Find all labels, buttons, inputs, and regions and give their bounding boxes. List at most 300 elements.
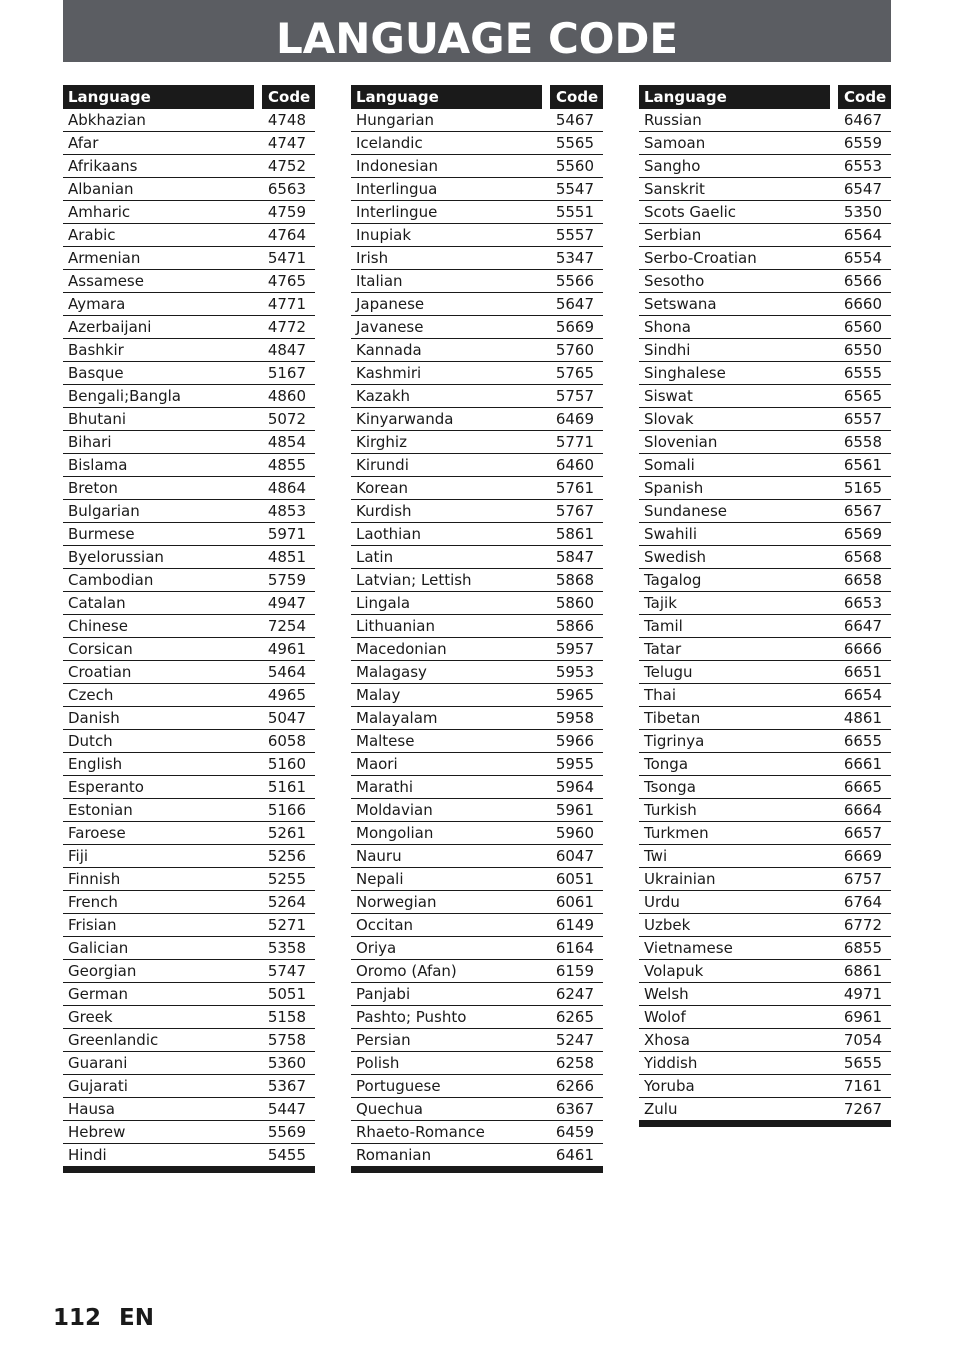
language-code: 6651: [843, 663, 882, 681]
language-code: 5761: [555, 479, 594, 497]
language-name: Turkmen: [644, 824, 709, 842]
language-name: Kirundi: [356, 456, 409, 474]
table-row: [639, 109, 891, 132]
language-code: 6061: [555, 893, 594, 911]
language-name: Wolof: [644, 1008, 686, 1026]
language-code: 6664: [843, 801, 882, 819]
language-name: Latvian; Lettish: [356, 571, 472, 589]
language-code: 7254: [267, 617, 306, 635]
table-row: [63, 500, 315, 523]
table-row: [63, 362, 315, 385]
table-row: [639, 799, 891, 822]
table-row: [639, 937, 891, 960]
language-name: Pashto; Pushto: [356, 1008, 467, 1026]
language-name: Panjabi: [356, 985, 411, 1003]
language-name: Russian: [644, 111, 702, 129]
language-code: 4861: [843, 709, 882, 727]
language-name: Dutch: [68, 732, 113, 750]
language-name: Scots Gaelic: [644, 203, 737, 221]
table-row: [639, 224, 891, 247]
language-name: Latin: [356, 548, 394, 566]
table-row: [351, 569, 603, 592]
language-code: 5953: [555, 663, 594, 681]
language-code: 7267: [843, 1100, 882, 1118]
table-row: [351, 1006, 603, 1029]
language-name: Kannada: [356, 341, 422, 359]
language-code: 5971: [267, 525, 306, 543]
table-body: [351, 109, 603, 1167]
table-row: [63, 845, 315, 868]
language-code: 6563: [267, 180, 306, 198]
table-body: [639, 109, 891, 1121]
table-row: [639, 707, 891, 730]
language-name: Sindhi: [644, 341, 691, 359]
table-row: [351, 730, 603, 753]
language-code: 6647: [843, 617, 882, 635]
language-name: Japanese: [356, 295, 425, 313]
language-name: Interlingue: [356, 203, 438, 221]
language-code: 6467: [843, 111, 882, 129]
language-code: 6560: [843, 318, 882, 336]
language-code: 6567: [843, 502, 882, 520]
language-name: Korean: [356, 479, 409, 497]
table-row: [351, 546, 603, 569]
table-row: [351, 316, 603, 339]
language-code: 6657: [843, 824, 882, 842]
table-row: [639, 845, 891, 868]
table-row: [639, 960, 891, 983]
language-name: Corsican: [68, 640, 133, 658]
table-row: [639, 914, 891, 937]
language-code: 5758: [267, 1031, 306, 1049]
table-row: [351, 270, 603, 293]
table-row: [351, 638, 603, 661]
table-row: [639, 523, 891, 546]
language-code: 5765: [555, 364, 594, 382]
language-code: 5767: [555, 502, 594, 520]
title-banner: [63, 0, 891, 62]
language-name: Arabic: [68, 226, 116, 244]
language-code: 4748: [267, 111, 306, 129]
language-name: Slovenian: [644, 433, 718, 451]
code-header: Code: [550, 85, 603, 109]
table-row: [639, 155, 891, 178]
language-code: 6661: [843, 755, 882, 773]
language-code: 6564: [843, 226, 882, 244]
table-row: [639, 247, 891, 270]
table-row: [639, 684, 891, 707]
table-header: [351, 85, 603, 109]
table-row: [63, 753, 315, 776]
table-row: [351, 983, 603, 1006]
page-number: 112: [53, 1305, 102, 1331]
language-code: 5957: [555, 640, 594, 658]
language-code: 5847: [555, 548, 594, 566]
language-code: 5955: [555, 755, 594, 773]
language-name: Bislama: [68, 456, 128, 474]
language-name: Kashmiri: [356, 364, 422, 382]
language-code: 6266: [555, 1077, 594, 1095]
table-row: [351, 845, 603, 868]
language-code: 5647: [555, 295, 594, 313]
language-code: 6669: [843, 847, 882, 865]
language-name: Frisian: [68, 916, 117, 934]
language-code: 4747: [267, 134, 306, 152]
language-name: Singhalese: [644, 364, 726, 382]
language-code: 6469: [555, 410, 594, 428]
language-name: Basque: [68, 364, 124, 382]
table-row: [63, 454, 315, 477]
table-row: [63, 523, 315, 546]
table-row: [63, 592, 315, 615]
table-row: [63, 178, 315, 201]
language-table-1: [63, 85, 315, 1173]
language-name: Maltese: [356, 732, 415, 750]
table-row: [63, 247, 315, 270]
language-name: Swedish: [644, 548, 707, 566]
language-code: 4965: [267, 686, 306, 704]
table-row: [63, 339, 315, 362]
table-row: [351, 1029, 603, 1052]
table-row: [63, 1075, 315, 1098]
table-row: [63, 799, 315, 822]
language-name: Siswat: [644, 387, 693, 405]
code-header: Code: [262, 85, 315, 109]
table-row: [639, 983, 891, 1006]
table-row: [351, 132, 603, 155]
table-row: [63, 891, 315, 914]
language-code: 6665: [843, 778, 882, 796]
language-name: German: [68, 985, 129, 1003]
language-name: Georgian: [68, 962, 137, 980]
language-name: French: [68, 893, 118, 911]
table-row: [351, 109, 603, 132]
table-row: [351, 753, 603, 776]
table-row: [639, 1098, 891, 1121]
language-name: Kinyarwanda: [356, 410, 454, 428]
language-code: 4847: [267, 341, 306, 359]
language-code: 5966: [555, 732, 594, 750]
table-row: [639, 730, 891, 753]
language-code: 5759: [267, 571, 306, 589]
language-name: Polish: [356, 1054, 400, 1072]
language-code: 6265: [555, 1008, 594, 1026]
language-name: Macedonian: [356, 640, 447, 658]
language-name: Tatar: [644, 640, 682, 658]
language-name: Faroese: [68, 824, 126, 842]
table-row: [63, 638, 315, 661]
language-name: Telugu: [644, 663, 693, 681]
language-code: 5866: [555, 617, 594, 635]
language-name: Zulu: [644, 1100, 678, 1118]
language-code: 6164: [555, 939, 594, 957]
table-row: [63, 431, 315, 454]
language-name: Urdu: [644, 893, 680, 911]
table-row: [639, 293, 891, 316]
table-row: [639, 316, 891, 339]
language-name: Oromo (Afan): [356, 962, 457, 980]
language-code: 5547: [555, 180, 594, 198]
language-label: EN: [119, 1305, 154, 1331]
table-row: [639, 270, 891, 293]
language-code: 4854: [267, 433, 306, 451]
table-row: [351, 937, 603, 960]
language-name: Serbo-Croatian: [644, 249, 757, 267]
language-name: Samoan: [644, 134, 706, 152]
language-name: Tonga: [644, 755, 689, 773]
language-name: Bengali;Bangla: [68, 387, 181, 405]
language-code: 5256: [267, 847, 306, 865]
language-code: 6764: [843, 893, 882, 911]
language-name: Nauru: [356, 847, 402, 865]
table-row: [63, 1052, 315, 1075]
language-name: Hungarian: [356, 111, 435, 129]
language-name: Shona: [644, 318, 691, 336]
table-row: [351, 224, 603, 247]
language-code: 5271: [267, 916, 306, 934]
table-row: [351, 155, 603, 178]
language-code: 5166: [267, 801, 306, 819]
table-row: [351, 1098, 603, 1121]
language-name: Danish: [68, 709, 120, 727]
language-name: Quechua: [356, 1100, 423, 1118]
table-row: [351, 592, 603, 615]
language-name: Sundanese: [644, 502, 728, 520]
language-name: English: [68, 755, 123, 773]
language-code: 5358: [267, 939, 306, 957]
language-code: 5160: [267, 755, 306, 773]
table-row: [351, 1144, 603, 1167]
language-code: 6557: [843, 410, 882, 428]
table-row: [351, 362, 603, 385]
table-row: [351, 914, 603, 937]
language-name: Breton: [68, 479, 118, 497]
table-row: [351, 822, 603, 845]
table-row: [63, 937, 315, 960]
language-name: Burmese: [68, 525, 135, 543]
table-row: [351, 408, 603, 431]
language-code: 5072: [267, 410, 306, 428]
language-code: 6258: [555, 1054, 594, 1072]
language-name: Armenian: [68, 249, 141, 267]
table-row: [63, 293, 315, 316]
language-name: Turkish: [644, 801, 697, 819]
table-row: [639, 431, 891, 454]
table-row: [639, 638, 891, 661]
language-name: Malayalam: [356, 709, 438, 727]
table-row: [639, 454, 891, 477]
language-name: Occitan: [356, 916, 414, 934]
table-row: [351, 707, 603, 730]
table-row: [63, 1098, 315, 1121]
language-code: 5960: [555, 824, 594, 842]
language-code: 5367: [267, 1077, 306, 1095]
table-row: [639, 500, 891, 523]
table-row: [63, 707, 315, 730]
language-code: 4851: [267, 548, 306, 566]
table-row: [639, 1006, 891, 1029]
language-code: 6554: [843, 249, 882, 267]
language-code: 5566: [555, 272, 594, 290]
language-code: 5569: [267, 1123, 306, 1141]
table-row: [639, 385, 891, 408]
language-code: 5360: [267, 1054, 306, 1072]
language-name: Abkhazian: [68, 111, 146, 129]
language-name: Thai: [644, 686, 677, 704]
language-code: 6461: [555, 1146, 594, 1164]
language-name: Moldavian: [356, 801, 433, 819]
language-name: Tagalog: [644, 571, 702, 589]
language-code: 6553: [843, 157, 882, 175]
language-name: Greek: [68, 1008, 113, 1026]
language-name: Lingala: [356, 594, 411, 612]
table-row: [351, 868, 603, 891]
table-row: [351, 454, 603, 477]
language-name: Somali: [644, 456, 695, 474]
table-row: [351, 661, 603, 684]
language-code: 5557: [555, 226, 594, 244]
language-name: Galician: [68, 939, 129, 957]
language-name: Laothian: [356, 525, 421, 543]
language-name: Swahili: [644, 525, 697, 543]
table-row: [351, 776, 603, 799]
table-row: [351, 385, 603, 408]
language-code: 4772: [267, 318, 306, 336]
page-footer: [53, 1302, 154, 1334]
table-body: [63, 109, 315, 1167]
table-row: [639, 1075, 891, 1098]
language-code: 6460: [555, 456, 594, 474]
language-code: 7161: [843, 1077, 882, 1095]
table-row: [351, 523, 603, 546]
table-row: [351, 960, 603, 983]
language-name: Interlingua: [356, 180, 438, 198]
table-row: [63, 270, 315, 293]
language-code: 6547: [843, 180, 882, 198]
table-row: [63, 155, 315, 178]
table-row: [63, 1029, 315, 1052]
language-name: Hausa: [68, 1100, 115, 1118]
table-row: [639, 546, 891, 569]
language-code: 6654: [843, 686, 882, 704]
language-code: 6772: [843, 916, 882, 934]
language-code: 5471: [267, 249, 306, 267]
language-code: 5860: [555, 594, 594, 612]
table-row: [63, 1006, 315, 1029]
language-code: 5447: [267, 1100, 306, 1118]
language-name: Kirghiz: [356, 433, 407, 451]
table-row: [639, 408, 891, 431]
language-code: 5264: [267, 893, 306, 911]
table-row: [639, 615, 891, 638]
language-code: 6861: [843, 962, 882, 980]
table-row: [639, 776, 891, 799]
language-name: Ukrainian: [644, 870, 716, 888]
table-row: [639, 201, 891, 224]
language-code: 6058: [267, 732, 306, 750]
language-code: 4759: [267, 203, 306, 221]
language-name: Maori: [356, 755, 398, 773]
table-header: [63, 85, 315, 109]
language-code: 5560: [555, 157, 594, 175]
table-row: [63, 868, 315, 891]
language-name: Volapuk: [644, 962, 704, 980]
table-row: [639, 477, 891, 500]
table-row: [351, 1075, 603, 1098]
table-row: [639, 661, 891, 684]
language-code: 4971: [843, 985, 882, 1003]
language-code: 6459: [555, 1123, 594, 1141]
language-name: Persian: [356, 1031, 411, 1049]
language-code: 5771: [555, 433, 594, 451]
table-row: [639, 822, 891, 845]
language-header: Language: [351, 85, 542, 109]
table-row: [639, 1029, 891, 1052]
language-name: Afar: [68, 134, 99, 152]
language-code: 5350: [843, 203, 882, 221]
language-name: Norwegian: [356, 893, 437, 911]
language-name: Serbian: [644, 226, 702, 244]
language-code: 6653: [843, 594, 882, 612]
table-row: [351, 247, 603, 270]
language-code: 5167: [267, 364, 306, 382]
language-name: Inupiak: [356, 226, 412, 244]
language-name: Tigrinya: [644, 732, 705, 750]
language-name: Mongolian: [356, 824, 434, 842]
table-row: [63, 615, 315, 638]
language-code: 6569: [843, 525, 882, 543]
language-name: Sesotho: [644, 272, 705, 290]
language-name: Yiddish: [644, 1054, 698, 1072]
language-code: 5051: [267, 985, 306, 1003]
language-name: Guarani: [68, 1054, 128, 1072]
language-code: 6658: [843, 571, 882, 589]
table-row: [63, 684, 315, 707]
language-code: 6047: [555, 847, 594, 865]
language-code: 4947: [267, 594, 306, 612]
language-name: Catalan: [68, 594, 126, 612]
language-name: Slovak: [644, 410, 694, 428]
language-name: Nepali: [356, 870, 404, 888]
language-code: 6961: [843, 1008, 882, 1026]
language-code: 6757: [843, 870, 882, 888]
table-row: [351, 477, 603, 500]
language-code: 4864: [267, 479, 306, 497]
language-code: 4860: [267, 387, 306, 405]
table-row: [63, 316, 315, 339]
language-code: 6655: [843, 732, 882, 750]
language-name: Irish: [356, 249, 389, 267]
language-code: 5757: [555, 387, 594, 405]
language-code: 6559: [843, 134, 882, 152]
language-code: 5347: [555, 249, 594, 267]
language-table-3: [639, 85, 891, 1127]
language-name: Welsh: [644, 985, 689, 1003]
language-name: Albanian: [68, 180, 134, 198]
language-name: Bihari: [68, 433, 112, 451]
language-name: Kazakh: [356, 387, 411, 405]
language-code: 4765: [267, 272, 306, 290]
language-code: 6247: [555, 985, 594, 1003]
language-code: 6367: [555, 1100, 594, 1118]
language-code: 6159: [555, 962, 594, 980]
language-name: Vietnamese: [644, 939, 733, 957]
language-code: 6565: [843, 387, 882, 405]
language-code: 5261: [267, 824, 306, 842]
language-code: 5961: [555, 801, 594, 819]
language-code: 4752: [267, 157, 306, 175]
language-code: 7054: [843, 1031, 882, 1049]
